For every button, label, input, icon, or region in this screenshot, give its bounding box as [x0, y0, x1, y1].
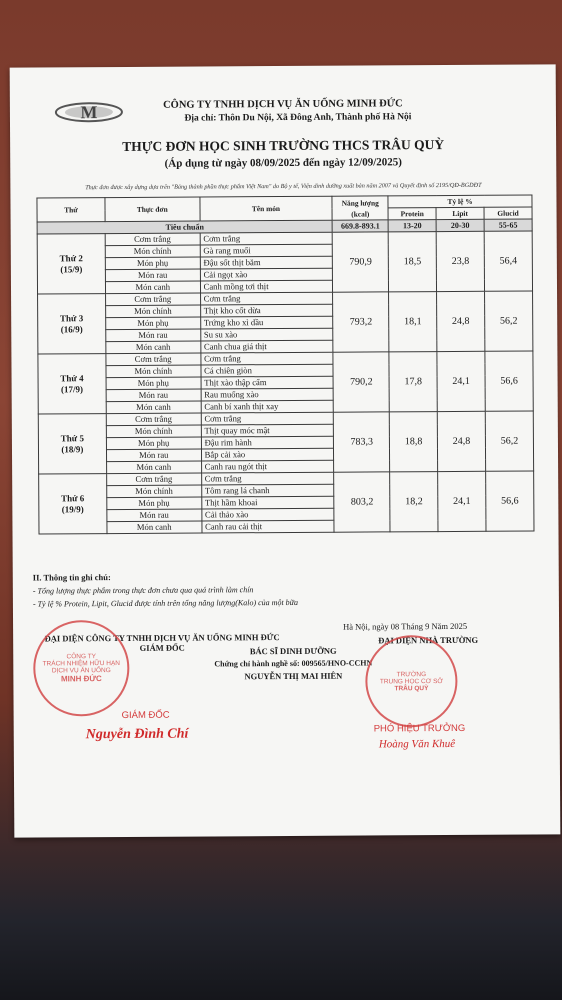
dish-name: Cá chiên giòn — [201, 364, 334, 377]
protein-value: 18,5 — [388, 232, 436, 292]
notes-line-1: - Tổng lượng thực phẩm trong thực đơn chưa qua quá trình làm chín — [32, 585, 254, 596]
day-label: Thứ 3 — [59, 312, 84, 323]
lipit-value: 23,8 — [436, 231, 484, 291]
menu-category: Cơm trắng — [105, 233, 200, 246]
glucid-value: 56,6 — [485, 351, 533, 411]
dish-name: Canh rau cải thịt — [202, 520, 335, 533]
header-energy: Năng lượng (kcal) — [332, 196, 388, 220]
svg-text:M: M — [80, 102, 98, 123]
left-sig-role: GIÁM ĐỐC — [121, 709, 170, 722]
mid-sig-cert: Chứng chỉ hành nghề số: 009565/HNO-CCHN — [214, 658, 373, 669]
dish-name: Canh rau ngót thịt — [201, 460, 334, 473]
protein-value: 18,2 — [390, 472, 438, 532]
dish-name: Cơm trắng — [201, 352, 334, 365]
header-day: Thứ — [37, 198, 105, 222]
energy-value: 803,2 — [334, 472, 390, 532]
protein-value: 17,8 — [389, 352, 437, 412]
school-stamp: TRƯỜNG TRUNG HỌC CƠ SỞ TRÂU QUỲ — [365, 635, 458, 728]
menu-category: Món rau — [107, 509, 202, 522]
menu-category: Món rau — [106, 449, 201, 462]
dish-name: Cơm trắng — [201, 472, 334, 485]
header-glucid: Glucid — [484, 207, 532, 219]
company-address: Địa chỉ: Thôn Du Nội, Xã Đông Anh, Thành phố Hà Nội — [184, 112, 412, 124]
menu-category: Món canh — [106, 461, 201, 474]
menu-category: Món phụ — [106, 377, 201, 390]
notes-line-2: - Tỷ lệ % Protein, Lipit, Glucid được tính trên tổng năng lượng(Kalo) của một bữa — [32, 597, 299, 609]
dish-name: Thịt quay móc mật — [201, 424, 334, 437]
menu-category: Món canh — [106, 341, 201, 354]
menu-category: Món canh — [107, 521, 202, 534]
glucid-value: 56,6 — [486, 471, 534, 531]
header-dish: Tên món — [200, 196, 333, 221]
header-ratio: Tỷ lệ % — [388, 195, 532, 208]
day-cell — [39, 474, 107, 534]
dish-name: Cải ngọt xào — [200, 268, 333, 281]
dish-name: Thịt kho cốt dừa — [200, 304, 333, 317]
dish-name: Cơm trắng — [200, 292, 333, 305]
menu-category: Cơm trắng — [106, 473, 201, 486]
basis-note: Thực đơn được xây dựng dựa trên "Bảng thành phần thực phẩm Việt Nam" do Bộ y tế, Viện dinh dưỡng xuất bản năm 2007 và Quyết định số 2195/QĐ-BGDĐT — [85, 181, 482, 192]
menu-category: Món phụ — [105, 257, 200, 270]
glucid-value: 56,4 — [484, 231, 532, 291]
mid-sig-name: NGUYỄN THỊ MAI HIÊN — [244, 670, 343, 682]
day-cell — [37, 234, 105, 294]
dish-name: Canh mồng tơi thịt — [200, 280, 333, 293]
menu-category: Món chính — [107, 485, 202, 498]
lipit-value: 24,1 — [438, 471, 486, 531]
day-date: (19/9) — [61, 503, 84, 514]
left-sig-title: GIÁM ĐỐC — [139, 642, 185, 653]
menu-category: Món rau — [106, 329, 201, 342]
header-lipit: Lipit — [436, 207, 484, 219]
date-line: Hà Nội, ngày 08 Tháng 9 Năm 2025 — [343, 620, 468, 632]
company-name: CÔNG TY TNHH DỊCH VỤ ĂN UỐNG MINH ĐỨC — [163, 98, 403, 111]
menu-category: Cơm trắng — [106, 353, 201, 366]
day-label: Thứ 5 — [60, 432, 84, 443]
mid-sig-title: BÁC SĨ DINH DƯỠNG — [249, 645, 337, 657]
document-title: THỰC ĐƠN HỌC SINH TRƯỜNG THCS TRÂU QUỲ — [122, 137, 445, 154]
day-cell — [38, 294, 106, 354]
dish-name: Trứng kho xì dầu — [200, 316, 333, 329]
dish-name: Thịt xào thập cẩm — [201, 376, 334, 389]
day-cell — [38, 414, 106, 474]
energy-value: 793,2 — [333, 292, 389, 352]
lipit-value: 24,1 — [437, 351, 485, 411]
notes-section — [33, 571, 298, 609]
dish-name: Canh bí xanh thịt xay — [201, 400, 334, 413]
standard-lipit: 20-30 — [436, 219, 484, 231]
standard-protein: 13-20 — [388, 220, 436, 232]
standard-label: Tiêu chuẩn — [37, 220, 332, 234]
dish-name: Thịt hầm khoai — [201, 496, 334, 509]
menu-category: Món phụ — [106, 437, 201, 450]
header-menu: Thực đơn — [105, 197, 200, 222]
header-protein: Protein — [388, 208, 436, 220]
menu-category: Món canh — [105, 281, 200, 294]
day-date: (18/9) — [61, 443, 84, 454]
energy-value: 790,9 — [332, 232, 388, 292]
document-subtitle: (Áp dụng từ ngày 08/09/2025 đến ngày 12/09/2025) — [164, 156, 402, 170]
left-sig-org: ĐẠI DIỆN CÔNG TY TNHH DỊCH VỤ ĂN UỐNG MINH ĐỨC — [44, 632, 280, 644]
lipit-value: 24,8 — [437, 411, 485, 471]
day-label: Thứ 4 — [60, 372, 84, 383]
right-sig-name: Hoàng Văn Khuê — [378, 737, 456, 751]
protein-value: 18,8 — [389, 412, 437, 472]
dish-name: Cải thảo xào — [201, 508, 334, 521]
menu-category: Món canh — [106, 401, 201, 414]
document-page — [10, 64, 561, 837]
menu-body — [37, 231, 534, 534]
day-cell — [38, 354, 106, 414]
dish-name: Gà rang muối — [200, 244, 333, 257]
menu-category: Món chính — [105, 305, 200, 318]
company-stamp: CÔNG TY TRÁCH NHIỆM HỮU HẠN DỊCH VỤ ĂN UỐNG MINH ĐỨC — [33, 620, 130, 717]
right-sig-role: PHÓ HIỆU TRƯỞNG — [373, 722, 466, 735]
menu-category: Cơm trắng — [105, 293, 200, 306]
dish-name: Đậu sốt thịt băm — [200, 256, 333, 269]
glucid-value: 56,2 — [485, 291, 533, 351]
menu-category: Món phụ — [106, 317, 201, 330]
day-label: Thứ 6 — [61, 492, 85, 503]
right-sig-title: ĐẠI DIỆN NHÀ TRƯỜNG — [378, 634, 479, 646]
menu-table — [36, 194, 534, 534]
menu-category: Món phụ — [107, 497, 202, 510]
dish-name: Tôm rang lá chanh — [201, 484, 334, 497]
day-date: (16/9) — [60, 323, 83, 334]
menu-category: Món chính — [105, 245, 200, 258]
energy-value: 783,3 — [334, 412, 390, 472]
menu-category: Món chính — [106, 365, 201, 378]
lipit-value: 24,8 — [437, 291, 485, 351]
standard-energy: 669.8-893.1 — [332, 220, 388, 232]
day-date: (17/9) — [61, 383, 84, 394]
dish-name: Su su xào — [200, 328, 333, 341]
menu-category: Cơm trắng — [106, 413, 201, 426]
notes-heading: II. Thông tin ghi chú: — [32, 572, 111, 583]
day-label: Thứ 2 — [59, 252, 83, 263]
left-sig-name: Nguyễn Đình Chí — [85, 726, 189, 743]
dish-name: Cơm trắng — [200, 232, 333, 245]
menu-category: Món chính — [106, 425, 201, 438]
energy-value: 790,2 — [333, 352, 389, 412]
dish-name: Bắp cải xào — [201, 448, 334, 461]
protein-value: 18,1 — [389, 292, 437, 352]
dish-name: Canh chua giá thịt — [200, 340, 333, 353]
dish-name: Rau muống xào — [201, 388, 334, 401]
menu-category: Món rau — [106, 389, 201, 402]
glucid-value: 56,2 — [485, 411, 533, 471]
menu-category: Món rau — [105, 269, 200, 282]
dish-name: Cơm trắng — [201, 412, 334, 425]
day-date: (15/9) — [60, 263, 83, 274]
dish-name: Đậu rim hành — [201, 436, 334, 449]
standard-glucid: 55-65 — [484, 219, 532, 231]
